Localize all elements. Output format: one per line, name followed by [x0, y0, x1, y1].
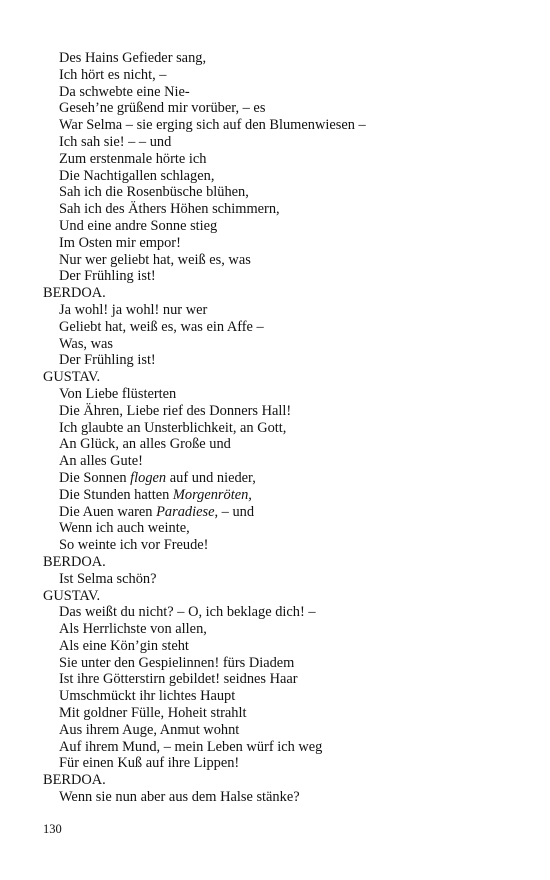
- line-text: Geseh’ne grüßend mir vorüber, – es: [59, 100, 266, 117]
- speaker-name: [43, 285, 523, 302]
- line-text: Des Hains Gefieder sang,: [59, 50, 207, 66]
- page-number: 130: [43, 822, 62, 836]
- line-text: BERDOA.: [43, 772, 106, 789]
- emphasis-text: Morgenröten,: [172, 486, 252, 503]
- line-text: Der Frühling ist!: [59, 352, 156, 369]
- line-text: War Selma – sie erging sich auf den Blumenwiesen –: [59, 117, 366, 134]
- emphasis-text: flogen: [130, 469, 167, 486]
- line-text: Ist ihre Götterstirn gebildet! seidnes Haar: [59, 671, 298, 688]
- line-text: Der Frühling ist!: [59, 268, 156, 285]
- line-text: Mit goldner Fülle, Hoheit strahlt: [59, 705, 247, 722]
- verse-line: [43, 336, 523, 353]
- verse-line: [43, 218, 523, 235]
- line-text: Da schwebte eine Nie-: [59, 83, 190, 100]
- verse-line: [43, 453, 523, 470]
- verse-line: [43, 151, 523, 168]
- verse-line: [43, 621, 523, 638]
- verse-line: [43, 117, 523, 134]
- line-text: GUSTAV.: [43, 369, 101, 386]
- line-text: Die Auen waren: [59, 503, 157, 520]
- verse-line: [43, 722, 523, 739]
- verse-line: [43, 184, 523, 201]
- verse-line: [43, 319, 523, 336]
- line-text: auf und nieder,: [166, 469, 256, 486]
- line-text: Ist Selma schön?: [59, 570, 157, 587]
- line-text: Im Osten mir empor!: [59, 234, 181, 251]
- line-text: Geliebt hat, weiß es, was ein Affe –: [59, 318, 264, 335]
- verse-line: [43, 420, 523, 437]
- speaker-name: [43, 369, 523, 386]
- verse-line: [43, 789, 523, 806]
- speaker-name: [43, 772, 523, 789]
- verse-line: [43, 134, 523, 151]
- verse-line: [43, 84, 523, 101]
- line-text: Ich hört es nicht, –: [59, 66, 167, 83]
- verse-line: [43, 655, 523, 672]
- verse-line: [43, 168, 523, 185]
- verse-line: [43, 520, 523, 537]
- line-text: Nur wer geliebt hat, weiß es, was: [59, 251, 251, 268]
- line-text: Aus ihrem Auge, Anmut wohnt: [59, 721, 240, 738]
- line-text: GUSTAV.: [43, 587, 101, 604]
- speaker-name: [43, 554, 523, 571]
- line-text: , – und: [214, 503, 255, 520]
- verse-line: [43, 386, 523, 403]
- line-text: Ja wohl! ja wohl! nur wer: [59, 301, 208, 318]
- line-text: Als eine Kön’gin steht: [59, 637, 189, 654]
- line-text: Was, was: [59, 335, 113, 352]
- line-text: Ich glaubte an Unsterblichkeit, an Gott,: [59, 419, 287, 436]
- play-text: [43, 50, 523, 806]
- line-text: Als Herrlichste von allen,: [59, 621, 207, 638]
- verse-line: [43, 201, 523, 218]
- line-text: Umschmückt ihr lichtes Haupt: [59, 688, 236, 705]
- verse-line: [43, 436, 523, 453]
- line-text: Wenn ich auch weinte,: [59, 520, 190, 537]
- verse-line: [43, 504, 523, 521]
- line-text: Sah ich des Äthers Höhen schimmern,: [59, 201, 280, 218]
- verse-line: [43, 268, 523, 285]
- line-text: Für einen Kuß auf ihre Lippen!: [59, 755, 240, 772]
- verse-line: [43, 252, 523, 269]
- line-text: Die Nachtigallen schlagen,: [59, 167, 215, 184]
- verse-line: [43, 302, 523, 319]
- line-text: BERDOA.: [43, 553, 106, 570]
- line-text: An alles Gute!: [59, 453, 143, 470]
- line-text: Die Ähren, Liebe rief des Donners Hall!: [59, 402, 292, 419]
- line-text: BERDOA.: [43, 285, 106, 302]
- verse-line: [43, 537, 523, 554]
- verse-line: [43, 671, 523, 688]
- verse-line: [43, 487, 523, 504]
- line-text: Die Stunden hatten: [59, 486, 173, 503]
- verse-line: [43, 67, 523, 84]
- verse-line: [43, 739, 523, 756]
- verse-line: [43, 50, 523, 67]
- line-text: An Glück, an alles Große und: [59, 436, 231, 453]
- verse-line: [43, 638, 523, 655]
- verse-line: [43, 352, 523, 369]
- line-text: Sie unter den Gespielinnen! fürs Diadem: [59, 654, 295, 671]
- emphasis-text: Paradiese: [156, 503, 215, 520]
- line-text: Die Sonnen: [59, 469, 131, 486]
- line-text: Und eine andre Sonne stieg: [59, 217, 218, 234]
- line-text: Zum erstenmale hörte ich: [59, 150, 207, 167]
- verse-line: [43, 604, 523, 621]
- line-text: So weinte ich vor Freude!: [59, 537, 209, 554]
- verse-line: [43, 705, 523, 722]
- line-text: Von Liebe flüsterten: [59, 385, 177, 402]
- line-text: Das weißt du nicht? – O, ich beklage dich! –: [59, 604, 316, 621]
- line-text: Auf ihrem Mund, – mein Leben würf ich weg: [59, 738, 323, 755]
- verse-line: [43, 688, 523, 705]
- verse-line: [43, 100, 523, 117]
- verse-line: [43, 403, 523, 420]
- speaker-name: [43, 588, 523, 605]
- line-text: Ich sah sie! – – und: [59, 133, 172, 150]
- verse-line: [43, 571, 523, 588]
- verse-line: [43, 235, 523, 252]
- verse-line: [43, 755, 523, 772]
- line-text: Wenn sie nun aber aus dem Halse stänke?: [59, 789, 300, 806]
- verse-line: [43, 470, 523, 487]
- line-text: Sah ich die Rosenbüsche blühen,: [59, 184, 249, 201]
